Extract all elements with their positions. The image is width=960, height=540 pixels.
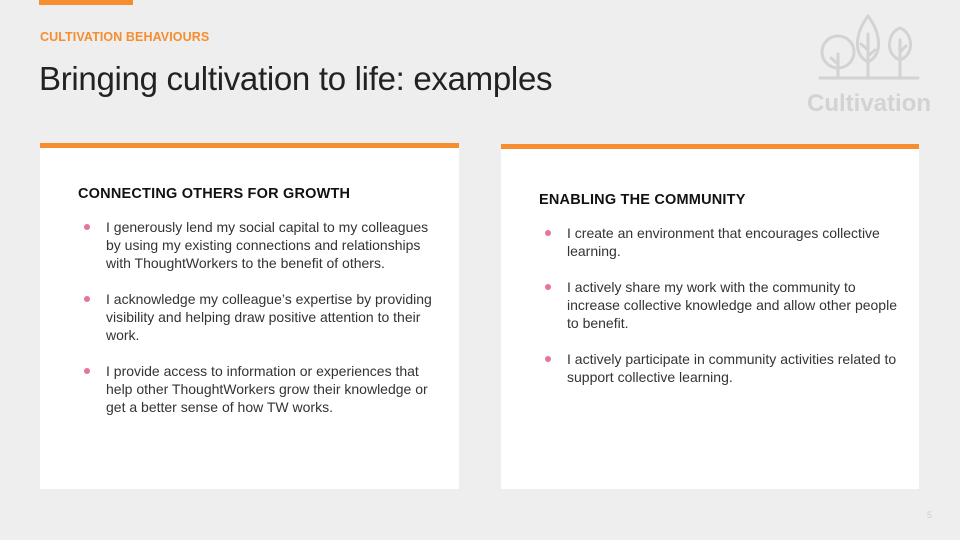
list-item <box>40 218 440 272</box>
list-item <box>501 278 901 332</box>
card-enabling-community <box>501 144 919 489</box>
list-item <box>40 290 440 344</box>
bullet-list <box>501 224 901 404</box>
list-item <box>40 362 440 416</box>
list-item <box>501 350 901 386</box>
bullet-dot-icon <box>545 356 551 362</box>
bullet-text: I actively participate in community activities related to support collective learning. <box>567 351 897 385</box>
cultivation-logo <box>806 10 932 120</box>
bullet-text: I provide access to information or experiences that help other ThoughtWorkers grow their knowledge or get a better sense of how TW works. <box>106 363 428 415</box>
page-title: Bringing cultivation to life: examples <box>39 60 553 97</box>
bullet-text: I create an environment that encourages collective learning. <box>567 225 880 259</box>
card-heading: CONNECTING OTHERS FOR GROWTH <box>78 186 351 202</box>
trees-icon <box>816 10 922 88</box>
bullet-text: I generously lend my social capital to my colleagues by using my existing connections and relationships with ThoughtWorkers to the benefit of others. <box>106 219 429 271</box>
bullet-text: I acknowledge my colleague’s expertise by providing visibility and helping draw positive attention to their work. <box>106 291 432 343</box>
bullet-dot-icon <box>84 296 90 302</box>
bullet-list <box>40 218 440 434</box>
list-item <box>501 224 901 260</box>
bullet-dot-icon <box>84 224 90 230</box>
section-label: CULTIVATION BEHAVIOURS <box>40 30 210 44</box>
bullet-dot-icon <box>84 368 90 374</box>
bullet-dot-icon <box>545 230 551 236</box>
card-heading: ENABLING THE COMMUNITY <box>539 192 746 208</box>
bullet-dot-icon <box>545 284 551 290</box>
logo-text: Cultivation <box>807 90 931 117</box>
page-number: 5 <box>926 510 932 520</box>
top-accent-bar <box>39 0 133 5</box>
bullet-text: I actively share my work with the community to increase collective knowledge and allow other people to benefit. <box>567 279 897 331</box>
card-connecting-others <box>40 143 459 489</box>
